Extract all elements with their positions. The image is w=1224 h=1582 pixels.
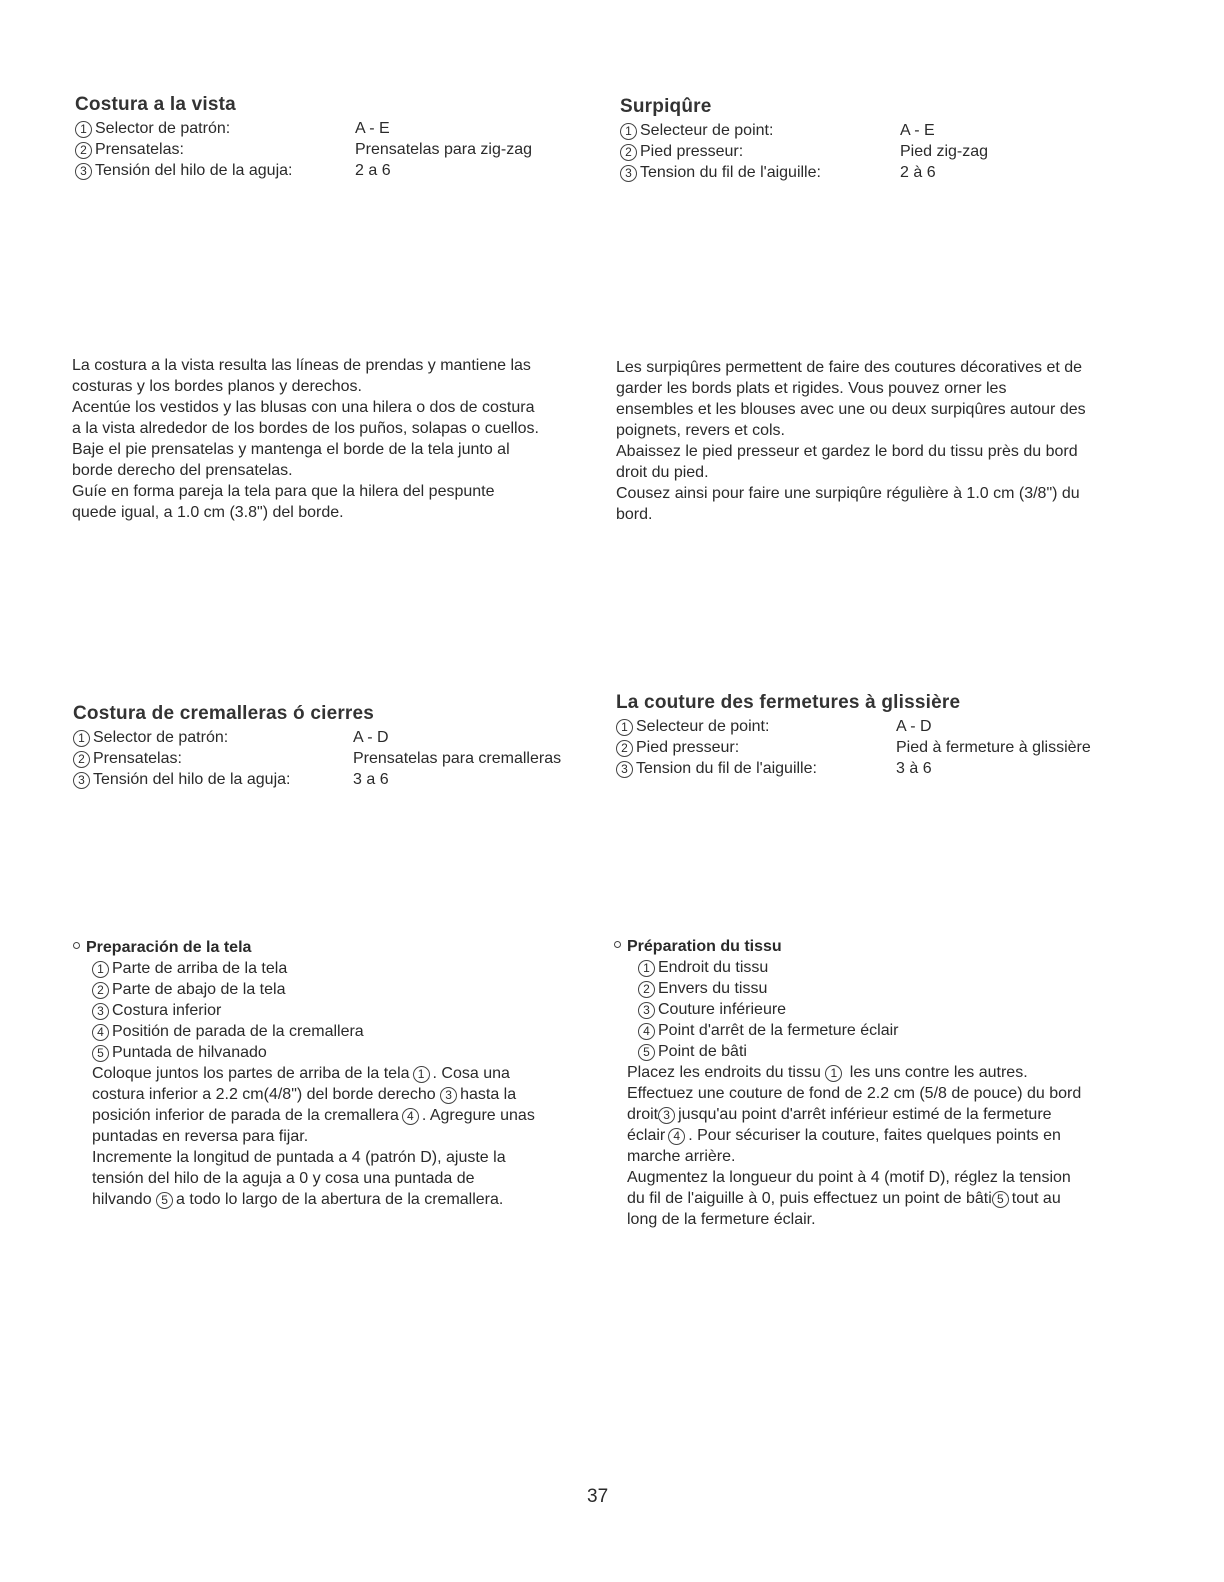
circled-number: 3	[620, 165, 637, 182]
circled-number: 1	[825, 1065, 842, 1082]
spec-value: A - D	[353, 729, 389, 746]
section-costura-vista	[75, 94, 532, 181]
circled-number: 1	[620, 123, 637, 140]
circled-number: 5	[638, 1044, 655, 1061]
text-line: Abaissez le pied presseur et gardez le bord du tissu près du bord	[616, 443, 1078, 460]
list-item-text: Endroit du tissu	[658, 959, 769, 976]
page-number: 37	[587, 1486, 609, 1507]
circled-number: 1	[413, 1066, 430, 1083]
spec-value: A - D	[896, 718, 932, 735]
list-item	[92, 1000, 603, 1021]
text-line: Effectuez une couture de fond de 2.2 cm (5/8 de pouce) du bord	[627, 1085, 1082, 1102]
circled-number: 3	[73, 772, 90, 789]
circled-number: 2	[75, 142, 92, 159]
list-item-text: Costura inferior	[112, 1002, 222, 1019]
paragraph-costura-vista	[72, 355, 602, 523]
spec-label: Pied presseur:	[636, 739, 740, 756]
spec-label: Prensatelas:	[95, 141, 184, 158]
spec-row	[620, 141, 988, 162]
prep-paragraph	[73, 1063, 603, 1210]
circled-number: 5	[156, 1192, 173, 1209]
spec-value: Prensatelas para cremalleras	[353, 750, 562, 767]
spec-value: 2 à 6	[900, 164, 936, 181]
section-title: Costura a la vista	[75, 94, 236, 115]
list-item	[638, 1020, 1154, 1041]
list-item-text: Envers du tissu	[658, 980, 768, 997]
circled-number: 2	[73, 751, 90, 768]
spec-label: Tensión del hilo de la aguja:	[95, 162, 293, 179]
circled-number: 4	[402, 1108, 419, 1125]
text-line: éclair 4 . Pour sécuriser la couture, faites quelques points en	[627, 1127, 1061, 1144]
list-item-text: Parte de arriba de la tela	[112, 960, 288, 977]
text-line: Placez les endroits du tissu 1 les uns contre les autres.	[627, 1064, 1028, 1081]
spec-row	[75, 118, 532, 139]
spec-list	[620, 120, 988, 183]
text-line: droit du pied.	[616, 464, 709, 481]
circled-number: 3	[658, 1107, 675, 1124]
spec-label: Selecteur de point:	[640, 122, 774, 139]
list-item-text: Puntada de hilvanado	[112, 1044, 267, 1061]
text-line: puntadas en reversa para fijar.	[92, 1128, 309, 1145]
text-line: Acentúe los vestidos y las blusas con una hilera o dos de costura	[72, 399, 535, 416]
section-title: Costura de cremalleras ó cierres	[73, 703, 375, 724]
spec-row	[620, 162, 988, 183]
text-line: Baje el pie prensatelas y mantenga el borde de la tela junto al	[72, 441, 510, 458]
circled-number: 1	[638, 960, 655, 977]
circled-number: 2	[620, 144, 637, 161]
circled-number: 4	[638, 1023, 655, 1040]
bullet-icon	[73, 942, 80, 949]
circled-number: 3	[638, 1002, 655, 1019]
list-item-text: Point d'arrêt de la fermeture éclair	[658, 1022, 899, 1039]
bullet-icon	[614, 941, 621, 948]
section-surpiqure	[620, 96, 988, 183]
prep-heading	[614, 936, 1154, 957]
list-item-text: Point de bâti	[658, 1043, 747, 1060]
circled-number: 3	[92, 1003, 109, 1020]
circled-number: 3	[616, 761, 633, 778]
preparacion-tela	[73, 937, 603, 1210]
spec-label: Prensatelas:	[93, 750, 182, 767]
spec-label: Tension du fil de l'aiguille:	[636, 760, 817, 777]
spec-list	[616, 716, 1091, 779]
section-title: La couture des fermetures à glissière	[616, 692, 961, 713]
prep-heading-text: Preparación de la tela	[86, 939, 252, 956]
spec-label: Tensión del hilo de la aguja:	[93, 771, 291, 788]
text-line: quede igual, a 1.0 cm (3.8") del borde.	[72, 504, 344, 521]
text-line: La costura a la vista resulta las líneas de prendas y mantiene las	[72, 357, 531, 374]
text-line: garder les bords plats et rigides. Vous pouvez orner les	[616, 380, 1007, 397]
list-item	[638, 978, 1154, 999]
spec-label: Pied presseur:	[640, 143, 744, 160]
preparation-tissu	[614, 936, 1154, 1230]
list-item	[92, 1021, 603, 1042]
spec-row	[616, 716, 1091, 737]
text-line: bord.	[616, 506, 653, 523]
circled-number: 4	[668, 1128, 685, 1145]
list-item-text: Parte de abajo de la tela	[112, 981, 286, 998]
text-line: Cousez ainsi pour faire une surpiqûre régulière à 1.0 cm (3/8") du	[616, 485, 1080, 502]
spec-value: 3 a 6	[353, 771, 389, 788]
circled-number: 1	[73, 730, 90, 747]
prep-list	[73, 958, 603, 1063]
circled-number: 3	[75, 163, 92, 180]
spec-row	[616, 737, 1091, 758]
text-line: Augmentez la longueur du point à 4 (motif D), réglez la tension	[627, 1169, 1071, 1186]
section-couture-fermetures	[616, 692, 1091, 779]
section-costura-cremalleras	[73, 703, 561, 790]
spec-row	[75, 139, 532, 160]
prep-heading	[73, 937, 603, 958]
list-item	[638, 1041, 1154, 1062]
text-line: ensembles et les blouses avec une ou deux surpiqûres autour des	[616, 401, 1086, 418]
list-item	[638, 957, 1154, 978]
spec-row	[75, 160, 532, 181]
spec-row	[616, 758, 1091, 779]
prep-paragraph	[614, 1062, 1154, 1230]
spec-value: Prensatelas para zig-zag	[355, 141, 532, 158]
spec-value: 2 a 6	[355, 162, 391, 179]
text-line: droit 3 jusqu'au point d'arrêt inférieur estimé de la fermeture	[627, 1106, 1052, 1123]
circled-number: 5	[92, 1045, 109, 1062]
list-item	[92, 1042, 603, 1063]
text-line: Guíe en forma pareja la tela para que la hilera del pespunte	[72, 483, 495, 500]
text-line: posición inferior de parada de la cremallera 4 . Agregure unas	[92, 1107, 535, 1124]
circled-number: 1	[92, 961, 109, 978]
spec-row	[73, 748, 561, 769]
circled-number: 4	[92, 1024, 109, 1041]
list-item	[638, 999, 1154, 1020]
prep-heading-text: Préparation du tissu	[627, 938, 782, 955]
text-line: Incremente la longitud de puntada a 4 (patrón D), ajuste la	[92, 1149, 506, 1166]
paragraph-surpiqure	[616, 357, 1156, 525]
text-line: marche arrière.	[627, 1148, 736, 1165]
spec-list	[73, 727, 561, 790]
spec-value: Pied à fermeture à glissière	[896, 739, 1091, 756]
text-line: a la vista alrededor de los bordes de los puños, solapas o cuellos.	[72, 420, 539, 437]
list-item-text: Couture inférieure	[658, 1001, 787, 1018]
circled-number: 2	[616, 740, 633, 757]
spec-value: A - E	[900, 122, 935, 139]
circled-number: 3	[440, 1087, 457, 1104]
spec-row	[73, 727, 561, 748]
spec-row	[620, 120, 988, 141]
circled-number: 2	[638, 981, 655, 998]
list-item	[92, 958, 603, 979]
list-item	[92, 979, 603, 1000]
spec-label: Selecteur de point:	[636, 718, 770, 735]
circled-number: 2	[92, 982, 109, 999]
text-line: Coloque juntos los partes de arriba de la tela 1 . Cosa una	[92, 1065, 510, 1082]
circled-number: 1	[616, 719, 633, 736]
spec-value: 3 à 6	[896, 760, 932, 777]
spec-row	[73, 769, 561, 790]
circled-number: 5	[992, 1191, 1009, 1208]
text-line: borde derecho del prensatelas.	[72, 462, 293, 479]
text-line: du fil de l'aiguille à 0, puis effectuez un point de bâti 5 tout au	[627, 1190, 1061, 1207]
prep-list	[614, 957, 1154, 1062]
text-line: tensión del hilo de la aguja a 0 y cosa una puntada de	[92, 1170, 475, 1187]
spec-label: Selector de patrón:	[95, 120, 231, 137]
list-item-text: Positión de parada de la cremallera	[112, 1023, 364, 1040]
text-line: Les surpiqûres permettent de faire des coutures décoratives et de	[616, 359, 1083, 376]
spec-list	[75, 118, 532, 181]
text-line: hilvando 5 a todo lo largo de la abertura de la cremallera.	[92, 1191, 504, 1208]
section-title: Surpiqûre	[620, 96, 712, 117]
text-line: costura inferior a 2.2 cm(4/8") del borde derecho 3 hasta la	[92, 1086, 517, 1103]
text-line: long de la fermeture éclair.	[627, 1211, 816, 1228]
text-line: costuras y los bordes planos y derechos.	[72, 378, 362, 395]
spec-value: A - E	[355, 120, 390, 137]
spec-label: Selector de patrón:	[93, 729, 229, 746]
text-line: poignets, revers et cols.	[616, 422, 785, 439]
spec-label: Tension du fil de l'aiguille:	[640, 164, 821, 181]
circled-number: 1	[75, 121, 92, 138]
spec-value: Pied zig-zag	[900, 143, 989, 160]
